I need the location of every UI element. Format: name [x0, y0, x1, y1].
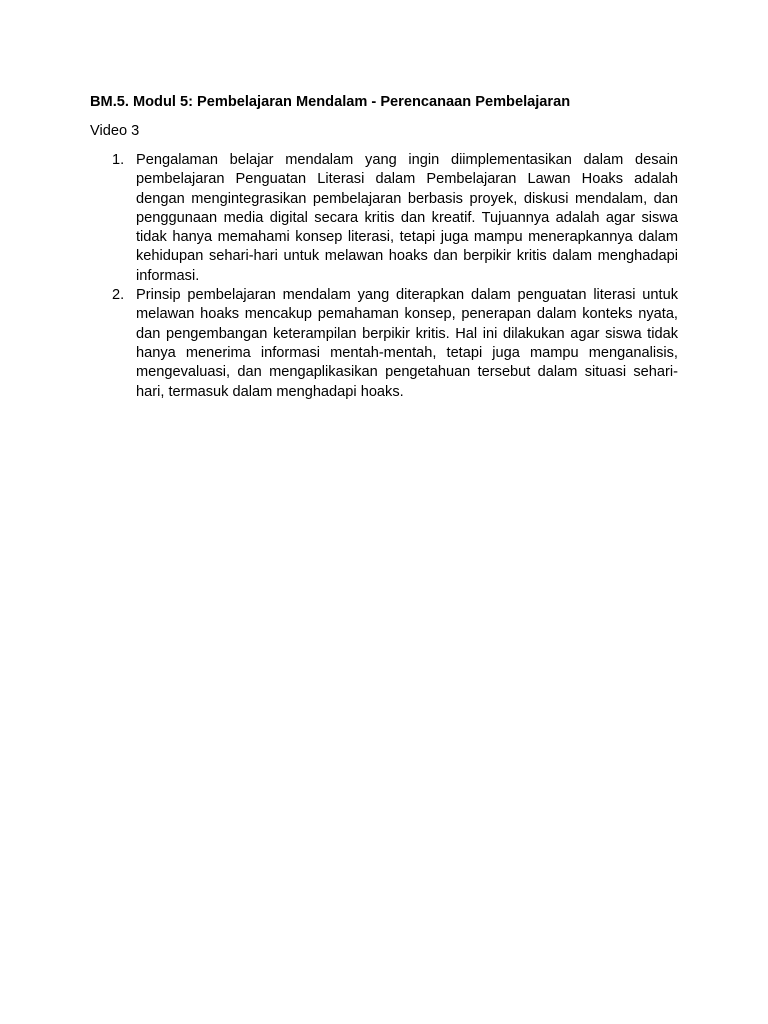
list-item-text: Pengalaman belajar mendalam yang ingin diimplementasikan dalam desain pembelajaran Penguatan Literasi dalam Pembelajaran Lawan Hoaks adalah dengan mengintegrasikan pembelajaran berbasis proyek, diskusi mendalam, dan penggunaan media digital secara kritis dan kreatif. Tujuannya adalah agar siswa tidak hanya memahami konsep literasi, tetapi juga mampu menerapkannya dalam kehidupan sehari-hari untuk melawan hoaks dan berpikir kritis dalam menghadapi informasi.: [136, 152, 678, 284]
list-item-text: Prinsip pembelajaran mendalam yang diterapkan dalam penguatan literasi untuk melawan hoaks mencakup pemahaman konsep, penerapan dalam konteks nyata, dan pengembangan keterampilan berpikir kritis. Hal ini dilakukan agar siswa tidak hanya menerima informasi mentah-mentah, tetapi juga mampu menganalisis, mengevaluasi, dan mengaplikasikan pengetahuan tersebut dalam situasi sehari-hari, termasuk dalam menghadapi hoaks.: [136, 287, 678, 400]
list-item: [90, 151, 678, 286]
list-item: [90, 286, 678, 402]
list-item-number: 2.: [112, 287, 125, 304]
numbered-list: [90, 151, 678, 402]
list-item-number: 1.: [112, 152, 125, 168]
document-title: BM.5. Modul 5: Pembelajaran Mendalam - Perencanaan Pembelajaran: [90, 94, 571, 110]
document-subtitle: Video 3: [90, 123, 140, 139]
document-content: [90, 92, 678, 402]
